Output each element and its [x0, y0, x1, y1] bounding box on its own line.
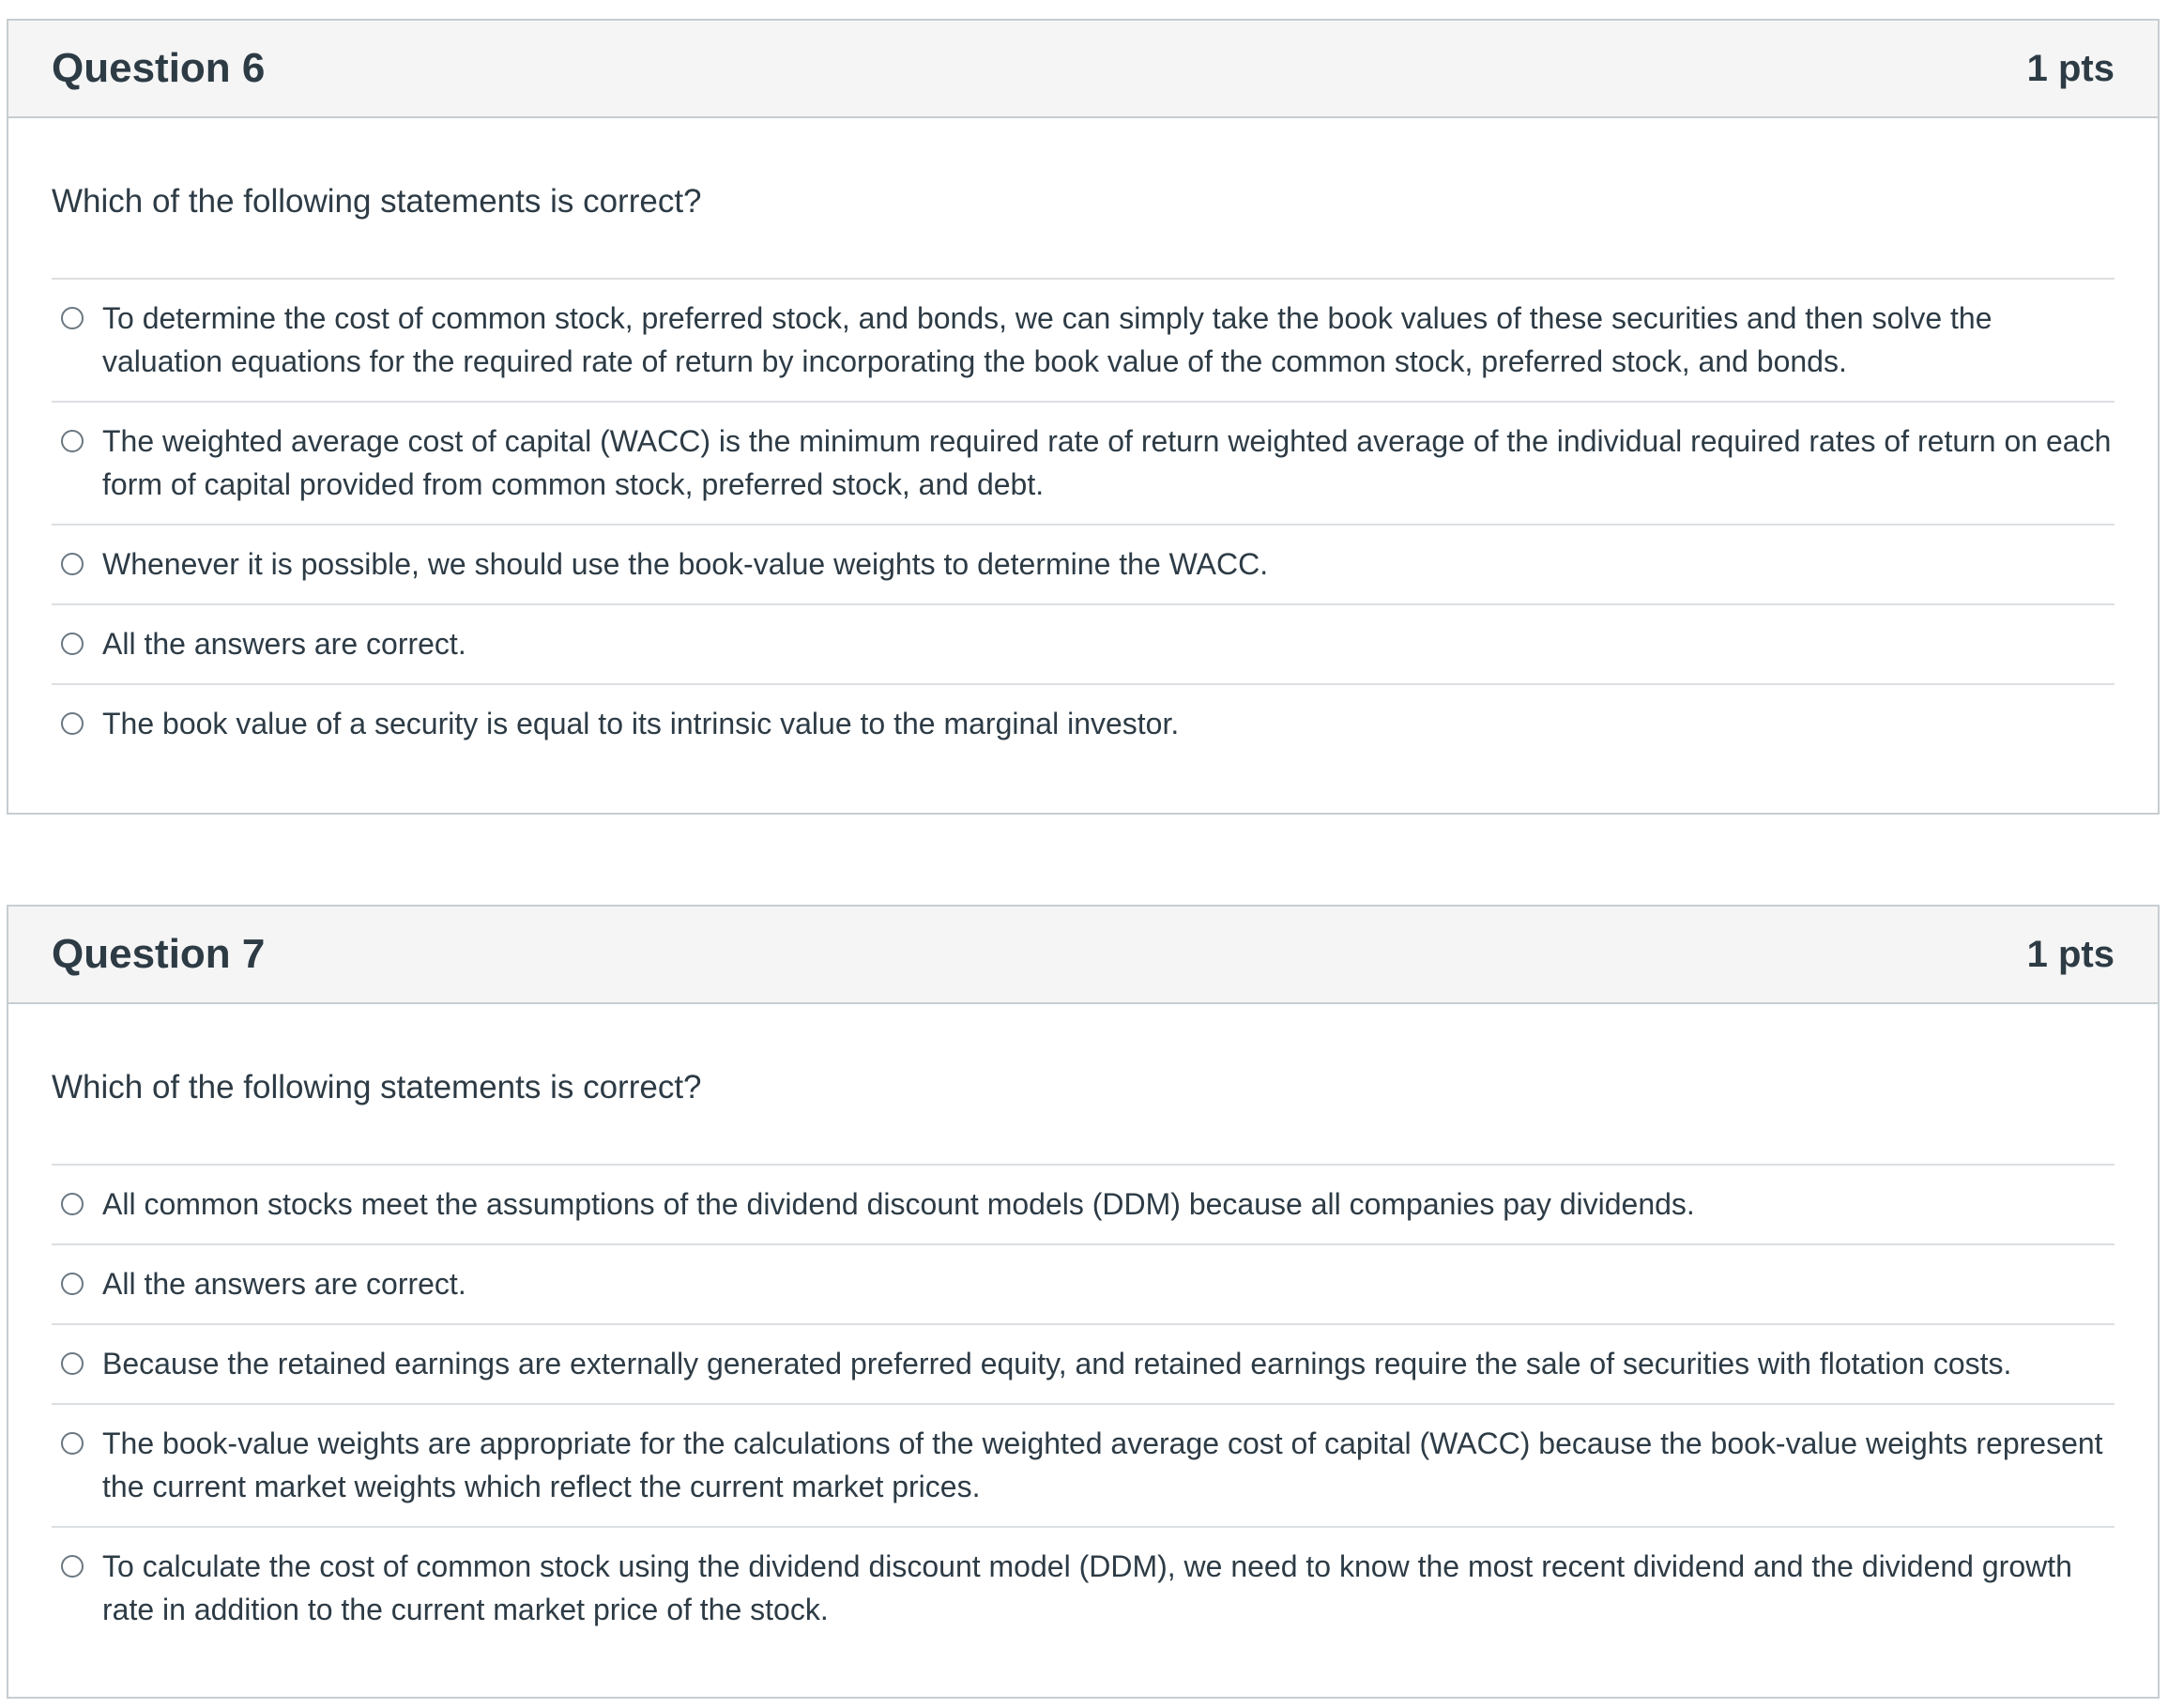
answer-label[interactable]: The book value of a security is equal to its intrinsic value to the marginal investor.	[102, 707, 1180, 740]
answer-option[interactable]	[52, 1405, 2115, 1528]
answer-label[interactable]: All common stocks meet the assumptions of the dividend discount models (DDM) because all companies pay dividends.	[102, 1187, 1695, 1221]
answer-label[interactable]: Whenever it is possible, we should use the book-value weights to determine the WACC.	[102, 547, 1269, 581]
radio-button[interactable]	[61, 1555, 84, 1578]
answer-option[interactable]	[52, 1245, 2115, 1325]
radio-button[interactable]	[61, 712, 84, 735]
radio-button[interactable]	[61, 1352, 84, 1375]
radio-button[interactable]	[61, 307, 84, 329]
answer-label[interactable]: All the answers are correct.	[102, 627, 466, 661]
question-body	[8, 180, 2158, 763]
radio-button[interactable]	[61, 1273, 84, 1295]
answer-label[interactable]: To determine the cost of common stock, preferred stock, and bonds, we can simply take the book values of these securities and then solve the valuation equations for the required rate of return by incorporating the book value of the common stock, preferred stock, and bonds.	[102, 301, 1992, 378]
question-header	[8, 21, 2158, 118]
question-header	[8, 907, 2158, 1004]
radio-button[interactable]	[61, 553, 84, 575]
answer-label[interactable]: To calculate the cost of common stock using the dividend discount model (DDM), we need to know the most recent dividend and the dividend growth rate in addition to the current market price of the stock.	[102, 1549, 2072, 1626]
question-text: Which of the following statements is correct?	[52, 183, 702, 220]
answer-option[interactable]	[52, 403, 2115, 526]
radio-button[interactable]	[61, 430, 84, 452]
answer-label[interactable]: All the answers are correct.	[102, 1267, 466, 1301]
question-text: Which of the following statements is correct?	[52, 1069, 702, 1106]
answer-option[interactable]	[52, 526, 2115, 605]
answer-list	[52, 1164, 2115, 1649]
answer-label[interactable]: Because the retained earnings are externally generated preferred equity, and retained earnings require the sale of securities with flotation costs.	[102, 1347, 2012, 1380]
answer-option[interactable]	[52, 1166, 2115, 1245]
answer-option[interactable]	[52, 605, 2115, 685]
answer-label[interactable]: The book-value weights are appropriate for the calculations of the weighted average cost of capital (WACC) because the book-value weights represent the current market weights which reflect the current market prices.	[102, 1426, 2103, 1503]
answer-option[interactable]	[52, 1325, 2115, 1405]
answer-label[interactable]: The weighted average cost of capital (WACC) is the minimum required rate of return weighted average of the individual required rates of return on each form of capital provided from common stock, preferred stock, and debt.	[102, 424, 2112, 501]
answer-option[interactable]	[52, 280, 2115, 403]
radio-button[interactable]	[61, 1432, 84, 1455]
answer-option[interactable]	[52, 685, 2115, 763]
answer-option[interactable]	[52, 1528, 2115, 1649]
question-6-card	[7, 19, 2160, 815]
radio-button[interactable]	[61, 1193, 84, 1215]
question-title: Question 6	[52, 45, 266, 91]
question-points: 1 pts	[2026, 47, 2115, 89]
question-points: 1 pts	[2026, 933, 2115, 975]
question-7-card	[7, 905, 2160, 1699]
answer-list	[52, 278, 2115, 763]
question-body	[8, 1066, 2158, 1649]
question-title: Question 7	[52, 931, 266, 977]
radio-button[interactable]	[61, 633, 84, 655]
